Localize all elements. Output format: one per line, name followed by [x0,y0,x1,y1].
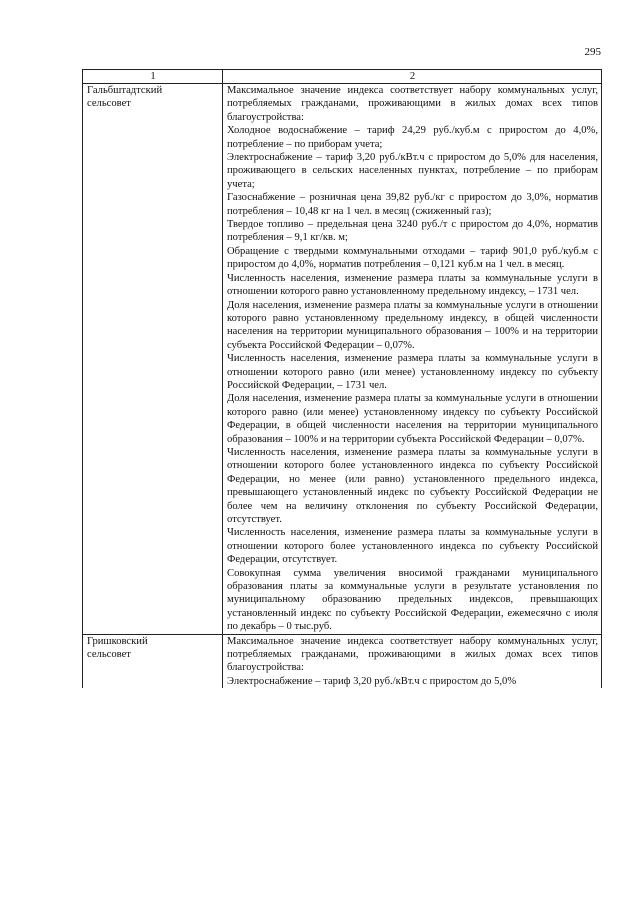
paragraph: Твердое топливо – предельная цена 3240 руб./т с приростом до 4,0%, норматив потребления – 9,1 кг/кв. м; [227,219,598,244]
paragraph: Доля населения, изменение размера платы за коммунальные услуги в отношении которого равно (или менее) установленному индексу по субъекту Российской Федерации, в общей численности населения на территории муниципального образования – 100% и на территории субъекта Российской Федерации – 0,07%. [227,393,598,445]
paragraph: Обращение с твердыми коммунальными отходами – тариф 901,0 руб./куб.м с приростом до 4,0%, норматив потребления – 0,121 куб.м на 1 чел. в месяц. [227,245,598,271]
paragraph: Электроснабжение – тариф 3,20 руб./кВт.ч с приростом до 5,0% [227,675,517,687]
paragraph: Холодное водоснабжение – тариф 24,29 руб./куб.м с приростом до 4,0%, потребление – по приборам учета; [227,125,598,150]
page-number: 295 [584,46,601,58]
paragraph: Численность населения, изменение размера платы за коммунальные услуги в отношении которого равно установленному предельному индексу, – 1731 чел. [227,272,598,298]
region-name-line: Гришковский [87,635,148,647]
paragraph: Совокупная сумма увеличения вносимой гражданами муниципального образования платы за коммунальные услуги в результате установления по муниципальному образованию предельных индексов, превышающих установленный индекс по субъекту Российской Федерации, ежемесячно с июля по декабрь – 0 тыс.руб. [227,567,598,633]
table-header-row [83,70,602,84]
description-cell [223,84,602,635]
paragraph: Газоснабжение – розничная цена 39,82 руб./кг с приростом до 3,0%, норматив потребления – 10,48 кг на 1 чел. в месяц (сжиженный газ); [227,192,598,217]
column-header-1: 1 [83,70,223,84]
description-cell [223,634,602,688]
paragraph: Численность населения, изменение размера платы за коммунальные услуги в отношении которого более установленного индекса по субъекту Российской Федерации, отсутствует. [227,527,598,566]
paragraph: Численность населения, изменение размера платы за коммунальные услуги в отношении которого равно (или менее) установленному индексу по субъекту Российской Федерации, – 1731 чел. [227,353,598,391]
column-header-2: 2 [223,70,602,84]
region-name-line: Гальбштадтский [87,85,163,96]
paragraph: Максимальное значение индекса соответствует набору коммунальных услуг, потребляемых гражданами, проживающими в жилых домах всех типов благоустройства: [227,635,598,674]
paragraph: Численность населения, изменение размера платы за коммунальные услуги в отношении которого более установленного индекса по субъекту Российской Федерации, но менее (или равно) установленного предельного индекса, превышающего установленный индекс по субъекту Российской Федерации не более чем на величину отклонения по субъекту Российской Федерации, отсутствует. [227,446,598,525]
table-row [83,84,602,635]
region-name-line: сельсовет [87,649,131,661]
paragraph: Электроснабжение – тариф 3,20 руб./кВт.ч с приростом до 5,0% для населения, проживающего в сельских населенных пунктах, потребление – по приборам учета; [227,152,598,190]
paragraph: Доля населения, изменение размера платы за коммунальные услуги в отношении которого равно установленному предельному индексу, в общей численности населения на территории муниципального образования – 100% и на территории субъекта Российской Федерации – 0,07%. [227,299,598,351]
region-cell [83,84,223,635]
paragraph: Максимальное значение индекса соответствует набору коммунальных услуг, потребляемых гражданами, проживающими в жилых домах всех типов благоустройства: [227,85,598,123]
table-row [83,634,602,688]
region-name-line: сельсовет [87,98,131,110]
tariff-index-table [82,69,602,688]
region-cell [83,634,223,688]
